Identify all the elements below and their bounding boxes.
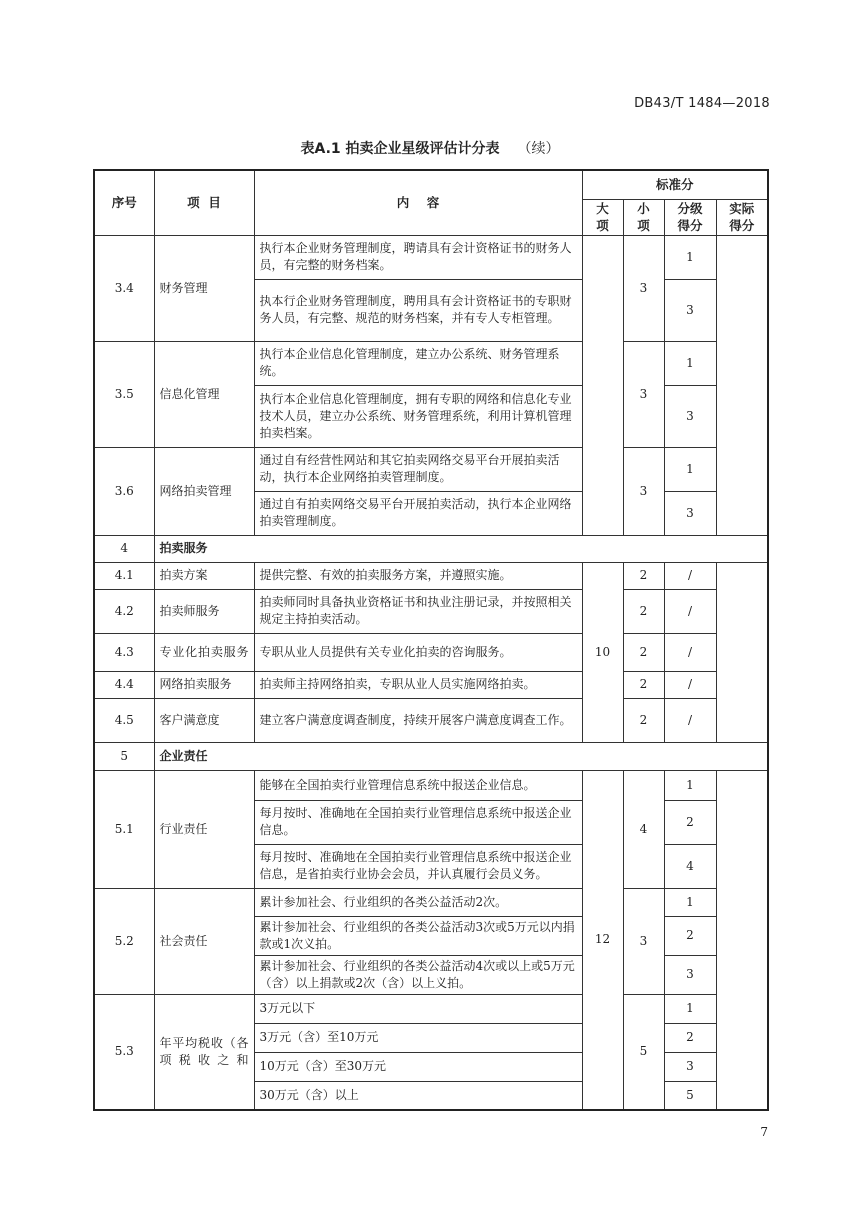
row-number: 5.3 — [94, 994, 154, 1110]
scoring-table — [93, 169, 769, 1111]
header-row — [94, 170, 768, 199]
row-item: 拍卖方案 — [154, 562, 254, 589]
minor-score: 2 — [623, 633, 664, 671]
table-title-continued: （续） — [517, 141, 560, 157]
row-content: 执行本企业财务管理制度，聘请具有会计资格证书的财务人员，有完整的财务档案。 — [254, 235, 582, 279]
actual-score-cell — [716, 770, 768, 1110]
row-content: 累计参加社会、行业组织的各类公益活动4次或以上或5万元（含）以上捐款或2次（含）以上义拍。 — [254, 955, 582, 994]
col-grade-header: 分级 得分 — [664, 199, 716, 235]
row-item: 社会责任 — [154, 888, 254, 994]
actual-score-cell — [716, 562, 768, 742]
row-content: 提供完整、有效的拍卖服务方案，并遵照实施。 — [254, 562, 582, 589]
minor-score: 3 — [623, 447, 664, 535]
grade-score: 4 — [664, 844, 716, 888]
section-number: 4 — [94, 535, 154, 562]
row-content: 拍卖师主持网络拍卖，专职从业人员实施网络拍卖。 — [254, 671, 582, 698]
grade-score: 2 — [664, 916, 716, 955]
minor-score: 3 — [623, 341, 664, 447]
col-actual-header: 实际 得分 — [716, 199, 768, 235]
row-number: 5.2 — [94, 888, 154, 994]
minor-score: 5 — [623, 994, 664, 1110]
row-number: 3.5 — [94, 341, 154, 447]
grade-score: / — [664, 562, 716, 589]
row-content: 能够在全国拍卖行业管理信息系统中报送企业信息。 — [254, 770, 582, 800]
row-content: 累计参加社会、行业组织的各类公益活动2次。 — [254, 888, 582, 916]
grade-score: 3 — [664, 279, 716, 341]
row-number: 4.3 — [94, 633, 154, 671]
table-row — [94, 698, 768, 742]
row-number: 4.5 — [94, 698, 154, 742]
minor-score: 2 — [623, 562, 664, 589]
minor-score: 2 — [623, 698, 664, 742]
row-content: 10万元（含）至30万元 — [254, 1052, 582, 1081]
minor-score: 3 — [623, 888, 664, 994]
row-content: 专职从业人员提供有关专业化拍卖的咨询服务。 — [254, 633, 582, 671]
row-content: 执本行企业财务管理制度，聘用具有会计资格证书的专职财务人员，有完整、规范的财务档案，并有专人专柜管理。 — [254, 279, 582, 341]
minor-score: 4 — [623, 770, 664, 888]
section-row — [94, 535, 768, 562]
row-content: 3万元（含）至10万元 — [254, 1023, 582, 1052]
row-content: 每月按时、准确地在全国拍卖行业管理信息系统中报送企业信息，是省拍卖行业协会会员，并认真履行会员义务。 — [254, 844, 582, 888]
row-number: 4.2 — [94, 589, 154, 633]
minor-score: 3 — [623, 235, 664, 341]
table-row — [94, 671, 768, 698]
row-content: 每月按时、准确地在全国拍卖行业管理信息系统中报送企业信息。 — [254, 800, 582, 844]
row-item: 网络拍卖管理 — [154, 447, 254, 535]
actual-score-cell — [716, 235, 768, 535]
row-item: 网络拍卖服务 — [154, 671, 254, 698]
table-row — [94, 888, 768, 916]
grade-score: / — [664, 671, 716, 698]
grade-score: 2 — [664, 800, 716, 844]
row-item: 信息化管理 — [154, 341, 254, 447]
table-title-main: 表A.1 拍卖企业星级评估计分表 — [300, 141, 500, 157]
row-content: 建立客户满意度调查制度，持续开展客户满意度调查工作。 — [254, 698, 582, 742]
table-row — [94, 235, 768, 279]
col-no-header: 序号 — [94, 170, 154, 235]
grade-score: 3 — [664, 385, 716, 447]
grade-score: 3 — [664, 955, 716, 994]
section-title: 企业责任 — [154, 742, 768, 770]
row-item: 专业化拍卖服务 — [154, 633, 254, 671]
section-row — [94, 742, 768, 770]
col-minor-header: 小 项 — [623, 199, 664, 235]
grade-score: 1 — [664, 447, 716, 491]
row-content: 3万元以下 — [254, 994, 582, 1023]
minor-score: 2 — [623, 671, 664, 698]
table-title — [0, 138, 860, 158]
grade-score: 5 — [664, 1081, 716, 1110]
standard-code: DB43/T 1484—2018 — [634, 96, 770, 111]
row-number: 5.1 — [94, 770, 154, 888]
table-row — [94, 589, 768, 633]
grade-score: 1 — [664, 770, 716, 800]
row-item: 年平均税收（各项税收之和 — [154, 994, 254, 1110]
major-score: 12 — [582, 770, 623, 1110]
row-content: 累计参加社会、行业组织的各类公益活动3次或5万元以内捐款或1次义拍。 — [254, 916, 582, 955]
row-content: 通过自有拍卖网络交易平台开展拍卖活动，执行本企业网络拍卖管理制度。 — [254, 491, 582, 535]
grade-score: 3 — [664, 491, 716, 535]
grade-score: / — [664, 698, 716, 742]
grade-score: 2 — [664, 1023, 716, 1052]
row-number: 3.4 — [94, 235, 154, 341]
row-number: 3.6 — [94, 447, 154, 535]
row-number: 4.4 — [94, 671, 154, 698]
row-content: 通过自有经营性网站和其它拍卖网络交易平台开展拍卖活动，执行本企业网络拍卖管理制度。 — [254, 447, 582, 491]
row-content: 执行本企业信息化管理制度，建立办公系统、财务管理系统。 — [254, 341, 582, 385]
row-item: 财务管理 — [154, 235, 254, 341]
table-row — [94, 633, 768, 671]
section-title: 拍卖服务 — [154, 535, 768, 562]
minor-score: 2 — [623, 589, 664, 633]
row-content: 拍卖师同时具备执业资格证书和执业注册记录，并按照相关规定主持拍卖活动。 — [254, 589, 582, 633]
row-item: 客户满意度 — [154, 698, 254, 742]
grade-score: 1 — [664, 994, 716, 1023]
table-row — [94, 447, 768, 491]
table-row — [94, 994, 768, 1023]
table-row — [94, 341, 768, 385]
grade-score: 1 — [664, 888, 716, 916]
section-number: 5 — [94, 742, 154, 770]
col-standard-header: 标准分 — [582, 170, 768, 199]
row-item: 行业责任 — [154, 770, 254, 888]
col-major-header: 大 项 — [582, 199, 623, 235]
grade-score: 3 — [664, 1052, 716, 1081]
grade-score: / — [664, 633, 716, 671]
row-item: 拍卖师服务 — [154, 589, 254, 633]
grade-score: / — [664, 589, 716, 633]
table-row — [94, 770, 768, 800]
col-item-header: 项 目 — [154, 170, 254, 235]
page-number: 7 — [760, 1125, 768, 1139]
table-row — [94, 562, 768, 589]
row-content: 30万元（含）以上 — [254, 1081, 582, 1110]
row-content: 执行本企业信息化管理制度，拥有专职的网络和信息化专业技术人员，建立办公系统、财务管理系统，利用计算机管理拍卖档案。 — [254, 385, 582, 447]
major-score-cell — [582, 235, 623, 535]
col-content-header: 内 容 — [254, 170, 582, 235]
row-number: 4.1 — [94, 562, 154, 589]
major-score: 10 — [582, 562, 623, 742]
grade-score: 1 — [664, 235, 716, 279]
grade-score: 1 — [664, 341, 716, 385]
